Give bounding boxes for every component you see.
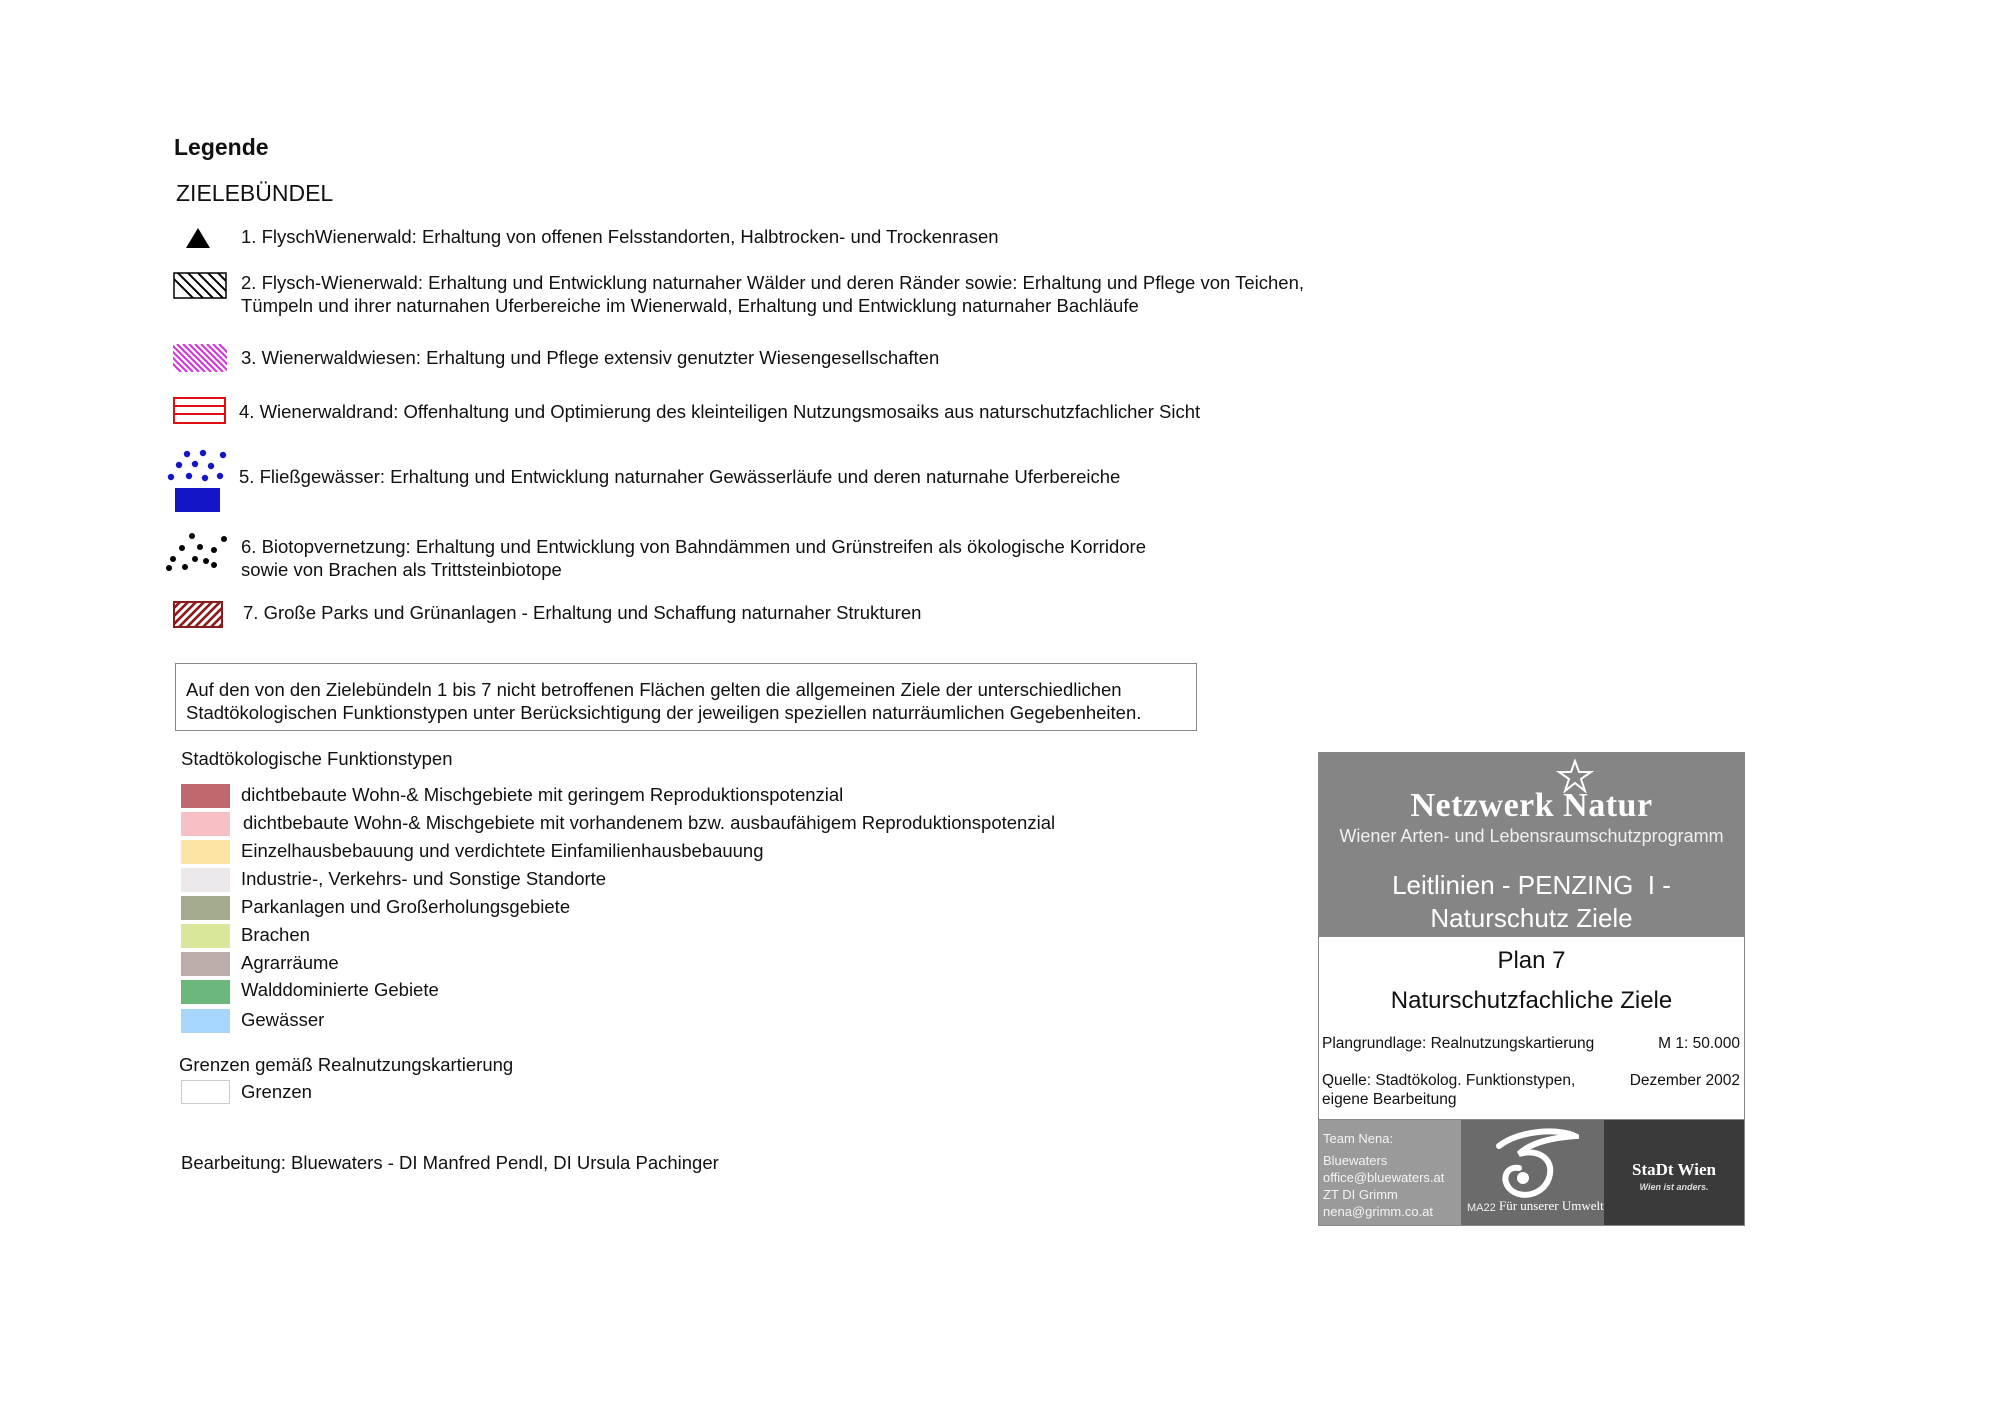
team-line-1: Team Nena: [1323, 1131, 1394, 1146]
guidelines-line-2: Naturschutz Ziele [1430, 903, 1633, 933]
title-block-header [1319, 753, 1744, 936]
swatch-dense-low [181, 784, 230, 808]
goal-4-line-1: 4. Wienerwaldrand: Offenhaltung und Optimierung des kleinteiligen Nutzungsmosaiks aus naturschutzfachlicher Sicht [239, 401, 1201, 422]
swatch-label-single-family: Einzelhausbebauung und verdichtete Einfamilienhausbebauung [241, 840, 764, 861]
title-block-footer [1319, 1119, 1744, 1225]
goal-5-line-1: 5. Fließgewässer: Erhaltung und Entwicklung naturnaher Gewässerläufe und deren naturnahe Uferbereiche [239, 466, 1121, 487]
ma22-label: MA22 [1467, 1202, 1496, 1214]
swatch-parks [181, 896, 230, 920]
blue-dots-and-fill-icon [165, 448, 229, 514]
guidelines-title [1319, 869, 1744, 935]
goal-2-line-2: Tümpeln und ihrer naturnahen Uferbereiche im Wienerwald, Erhaltung und Entwicklung naturnaher Bachläufe [241, 295, 1139, 316]
stadt-wien-logo [1604, 1120, 1744, 1225]
plan-title: Naturschutzfachliche Ziele [1390, 987, 1673, 1014]
swatch-industry [181, 868, 230, 892]
swatch-dense-existing [181, 812, 230, 836]
goal-3-text [241, 346, 939, 369]
goal-3-line-1: 3. Wienerwaldwiesen: Erhaltung und Pflege extensiv genutzter Wiesengesellschaften [241, 347, 940, 368]
swatch-brachen [181, 924, 230, 948]
goal-6-text [241, 535, 1146, 581]
goal-2-line-1: 2. Flysch-Wienerwald: Erhaltung und Entwicklung naturnaher Wälder und deren Ränder sowie: Erhaltung und Pflege von Teichen, [241, 272, 1304, 293]
ma22-logo [1461, 1120, 1604, 1225]
plan-source-line-1: Quelle: Stadtökolog. Funktionstypen, [1322, 1072, 1576, 1089]
goals-heading: ZIELEBÜNDEL [176, 180, 334, 206]
note-text [186, 678, 1141, 724]
title-block [1318, 752, 1745, 1226]
goal-7-text [243, 601, 921, 624]
goal-1-text [241, 225, 999, 248]
swatch-label-brachen: Brachen [241, 924, 310, 945]
swatch-wald [181, 980, 230, 1004]
black-diagonal-hatch-icon [173, 272, 227, 299]
black-triangle-icon [184, 226, 212, 250]
plan-scale: M 1: 50.000 [1658, 1035, 1740, 1052]
goal-4-text [239, 400, 1200, 423]
swatch-label-industry: Industrie-, Verkehrs- und Sonstige Standorte [241, 868, 607, 889]
swatch-gewaesser [181, 1009, 230, 1033]
brand-subtitle: Wiener Arten- und Lebensraumschutzprogramm [1339, 826, 1724, 846]
darkred-diagonal-hatch-icon [173, 601, 223, 629]
borders-heading: Grenzen gemäß Realnutzungskartierung [179, 1054, 514, 1075]
swatch-label-dense-low: dichtbebaute Wohn-& Mischgebiete mit geringem Reproduktionspotenzial [241, 784, 844, 805]
team-info [1319, 1120, 1461, 1225]
plan-source-line-2: eigene Bearbeitung [1322, 1091, 1457, 1108]
team-line-5: ZT DI Grimm [1323, 1187, 1398, 1202]
magenta-diagonal-hatch-icon [173, 344, 227, 372]
swatch-agrar [181, 952, 230, 976]
goal-6-line-2: sowie von Brachen als Trittsteinbiotope [241, 559, 562, 580]
goal-5-text [239, 465, 1120, 488]
swatch-label-gewaesser: Gewässer [241, 1009, 325, 1030]
plan-source [1322, 1071, 1575, 1109]
plan-number: Plan 7 [1497, 947, 1566, 974]
plan-date: Dezember 2002 [1629, 1072, 1740, 1089]
team-line-6: nena@grimm.co.at [1323, 1204, 1434, 1219]
team-line-4: office@bluewaters.at [1323, 1170, 1445, 1185]
functional-types-heading: Stadtökologische Funktionstypen [181, 748, 453, 769]
goal-6-line-1: 6. Biotopvernetzung: Erhaltung und Entwicklung von Bahndämmen und Grünstreifen als ökologische Korridore [241, 536, 1146, 557]
swatch-label-agrar: Agrarräume [241, 952, 339, 973]
legend-title: Legende [174, 134, 269, 160]
stadt-wien-wordmark: StaDt Wien [1632, 1160, 1716, 1179]
plan-basis: Plangrundlage: Realnutzungskartierung [1322, 1035, 1595, 1052]
guidelines-line-1: Leitlinien - PENZING I - [1392, 870, 1671, 900]
swatch-label-parks: Parkanlagen und Großerholungsgebiete [241, 896, 571, 917]
goal-1-line-1: 1. FlyschWienerwald: Erhaltung von offenen Felsstandorten, Halbtrocken- und Trockenrasen [241, 226, 999, 247]
red-horizontal-lines-icon [173, 397, 227, 425]
swatch-borders [181, 1080, 230, 1104]
black-dotted-line-icon [165, 531, 231, 573]
swatch-label-dense-existing: dichtbebaute Wohn-& Mischgebiete mit vorhandenem bzw. ausbaufähigem Reproduktionspotenzial [243, 812, 1056, 833]
team-line-3: Bluewaters [1323, 1153, 1388, 1168]
ma22-slogan: Für unserer Umwelt [1499, 1198, 1604, 1213]
stadt-wien-slogan: Wien ist anders. [1639, 1182, 1709, 1192]
goal-2-text [241, 271, 1304, 317]
credits-text: Bearbeitung: Bluewaters - DI Manfred Pendl, DI Ursula Pachinger [181, 1152, 719, 1173]
brand-name: Netzwerk Natur [1410, 787, 1653, 824]
note-line-1: Auf den von den Zielebündeln 1 bis 7 nicht betroffenen Flächen gelten die allgemeinen Ziele der unterschiedlichen [186, 679, 1122, 700]
title-block-plan [1319, 936, 1744, 1119]
ma22-eye-icon [1489, 1126, 1579, 1206]
swatch-single-family [181, 840, 230, 864]
swatch-label-borders: Grenzen [241, 1081, 312, 1102]
note-line-2: Stadtökologischen Funktionstypen unter Berücksichtigung der jeweiligen speziellen naturräumlichen Gegebenheiten. [186, 702, 1142, 723]
swatch-label-wald: Walddominierte Gebiete [241, 979, 439, 1000]
goal-7-line-1: 7. Große Parks und Grünanlagen - Erhaltung und Schaffung naturnaher Strukturen [243, 602, 922, 623]
